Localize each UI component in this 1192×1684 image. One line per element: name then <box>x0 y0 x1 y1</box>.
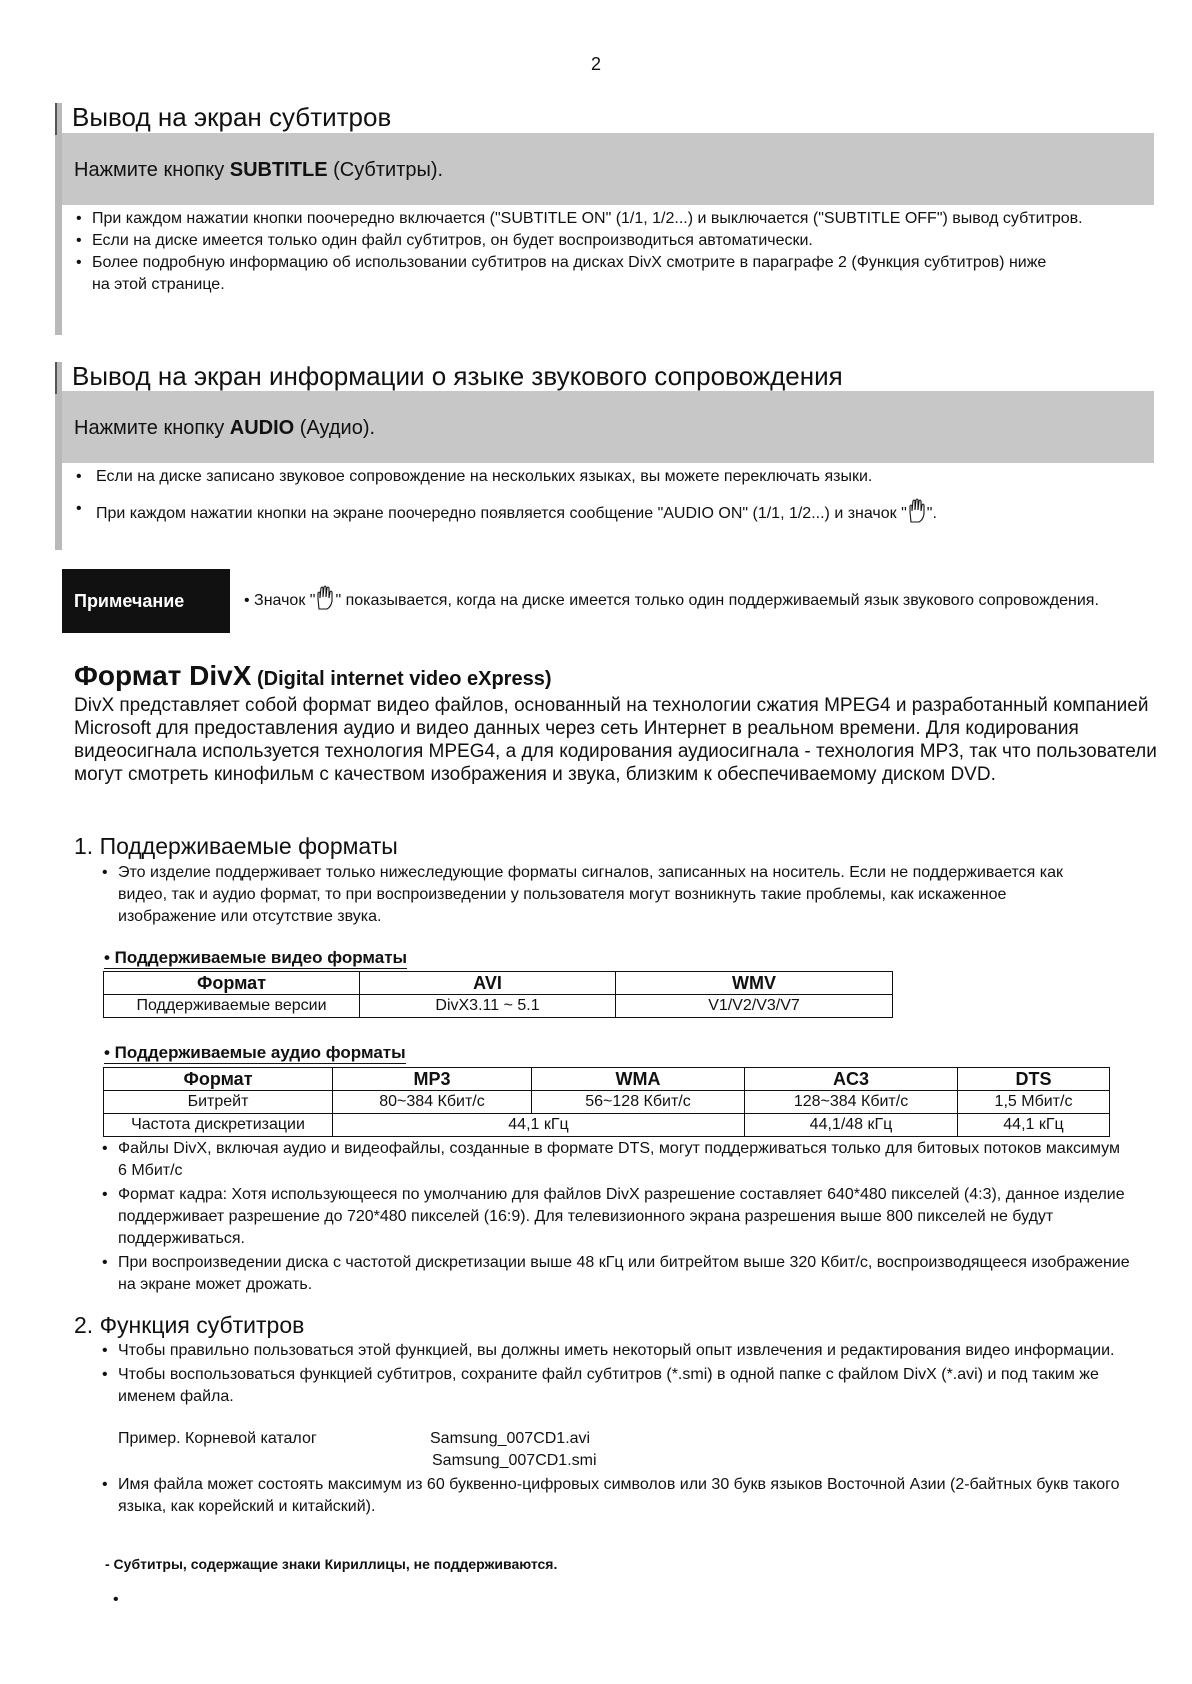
list-item: • При каждом нажатии кнопки поочередно включается ("SUBTITLE ON" (1/1, 1/2...) и выключается ("SUBTITLE OFF") вывод субтитров. <box>74 208 1094 230</box>
note-label-box <box>62 569 230 633</box>
divx-title: Формат DivX (Digital internet video eXpress) <box>74 660 552 691</box>
table-cell: Битрейт <box>104 1091 333 1114</box>
section-bar-audio <box>55 362 62 550</box>
table-cell: 44,1/48 кГц <box>745 1114 958 1137</box>
list-item: • При воспроизведении диска с частотой дискретизации выше 48 кГц или битрейтом выше 320 Кбит/с, воспроизводящееся изображение на экране может дрожать. <box>100 1252 1130 1296</box>
table-header: WMV <box>616 972 893 995</box>
example-file-avi: Samsung_007CD1.avi <box>430 1430 591 1447</box>
table-header: Формат <box>104 1068 333 1091</box>
subtitle-button-label: SUBTITLE <box>229 159 328 181</box>
audio-title: Вывод на экран информации о языке звукового сопровождения <box>72 361 843 391</box>
audio-instruction-box <box>62 391 1154 463</box>
subtitles-bullets <box>74 208 1094 296</box>
list-item: • Если на диске записано звуковое сопровождение на нескольких языках, вы можете переключать языки. <box>74 466 1164 488</box>
audio-instruction: Нажмите кнопку AUDIO (Аудио). <box>74 417 376 439</box>
cyrillic-note: - Субтитры, содержащие знаки Кириллицы, не поддерживаются. <box>105 1556 558 1572</box>
audio-bullets <box>74 466 1164 525</box>
table-header: Формат <box>104 972 360 995</box>
audio-button-label: AUDIO <box>229 417 295 439</box>
example-file-smi: Samsung_007CD1.smi <box>432 1452 597 1469</box>
list-item: • Если на диске имеется только один файл субтитров, он будет воспроизводиться автоматически. <box>74 230 1094 252</box>
table-header: AC3 <box>745 1068 958 1091</box>
subtitle-function-heading: 2. Функция субтитров <box>74 1312 305 1338</box>
table-header: MP3 <box>333 1068 532 1091</box>
audio-formats-heading: • Поддерживаемые аудио форматы <box>104 1043 406 1062</box>
note-text: • Значок " " показывается, когда на диске имеется только один поддерживаемый язык звукового сопровождения. <box>244 585 1114 613</box>
stray-bullet: • <box>113 1591 119 1608</box>
table-cell: 128~384 Кбит/с <box>745 1091 958 1114</box>
table-header: AVI <box>360 972 616 995</box>
table-cell: 56~128 Кбит/с <box>532 1091 745 1114</box>
page-number: 2 <box>590 54 601 74</box>
table-cell: V1/V2/V3/V7 <box>616 995 893 1018</box>
formats-notes <box>100 1138 1130 1296</box>
video-formats-table <box>103 971 893 1018</box>
audio-formats-table <box>103 1067 1110 1137</box>
subtitle-function-bullets <box>100 1340 1160 1408</box>
section-bar-subtitles <box>55 103 62 335</box>
list-item: • При каждом нажатии кнопки на экране поочередно появляется сообщение "AUDIO ON" (1/1, 1/2...) и значок " ". <box>74 498 1164 525</box>
table-cell: DivX3.11 ~ 5.1 <box>360 995 616 1018</box>
note-label: Примечание <box>74 591 185 611</box>
list-item: • Имя файла может состоять максимум из 60 буквенно-цифровых символов или 30 букв языков Восточной Азии (2-байтных букв такого языка, как корейский и китайский). <box>100 1474 1160 1518</box>
subtitles-instruction-box <box>62 133 1154 205</box>
formats-heading: 1. Поддерживаемые форматы <box>74 833 398 859</box>
subtitle-function-bullets-2 <box>100 1474 1160 1518</box>
list-item: • Файлы DivX, включая аудио и видеофайлы, созданные в формате DTS, могут поддерживаться только для битовых потоков максимум 6 Мбит/с <box>100 1138 1130 1182</box>
subtitles-title: Вывод на экран субтитров <box>72 102 392 132</box>
list-item: • Более подробную информацию об использовании субтитров на дисках DivX смотрите в параграфе 2 (Функция субтитров) ниже на этой странице. <box>74 252 1052 296</box>
table-header: DTS <box>958 1068 1110 1091</box>
subtitles-instruction: Нажмите кнопку SUBTITLE (Субтитры). <box>74 159 444 181</box>
list-item: • Формат кадра: Хотя использующееся по умолчанию для файлов DivX разрешение составляет 640*480 пикселей (4:3), данное изделие поддерживает разрешение до 720*480 пикселей (16:9). Для телевизионного экрана разрешения выше 800 пикселей не будут поддерживаться. <box>100 1184 1130 1250</box>
table-cell: 44,1 кГц <box>333 1114 745 1137</box>
example-label: Пример. Корневой каталог <box>118 1430 317 1447</box>
list-item: • Чтобы правильно пользоваться этой функцией, вы должны иметь некоторый опыт извлечения и редактирования видео информации. <box>100 1340 1160 1362</box>
table-cell: 1,5 Мбит/с <box>958 1091 1110 1114</box>
video-formats-heading: • Поддерживаемые видео форматы <box>104 948 408 967</box>
hand-icon <box>315 585 335 611</box>
list-item: • Это изделие поддерживает только нижеследующие форматы сигналов, записанных на носитель. Если не поддерживается как видео, так и аудио формат, то при воспроизведении у пользователя могут возникнуть такие проблемы, как искаженное изображение или отсутствие звука. <box>100 862 1100 928</box>
divx-paragraph: DivX представляет собой формат видео файлов, основанный на технологии сжатия MPEG4 и разработанный компанией Microsoft для предоставления аудио и видео данных через сеть Интернет в реальном времени. Для кодирования видеосигнала используется технология MPEG4, а для кодирования аудиосигнала - технология MP3, так что пользователи могут смотреть кинофильм с качеством изображения и звука, близким к обеспечиваемому диском DVD. <box>74 695 1157 785</box>
table-header: WMA <box>532 1068 745 1091</box>
table-cell: 44,1 кГц <box>958 1114 1110 1137</box>
table-cell: Частота дискретизации <box>104 1114 333 1137</box>
formats-bullets <box>100 862 1100 928</box>
table-cell: 80~384 Кбит/с <box>333 1091 532 1114</box>
list-item: • Чтобы воспользоваться функцией субтитров, сохраните файл субтитров (*.smi) в одной папке с файлом DivX (*.avi) и под таким же именем файла. <box>100 1364 1160 1408</box>
hand-icon <box>907 498 927 524</box>
table-cell: Поддерживаемые версии <box>104 995 360 1018</box>
